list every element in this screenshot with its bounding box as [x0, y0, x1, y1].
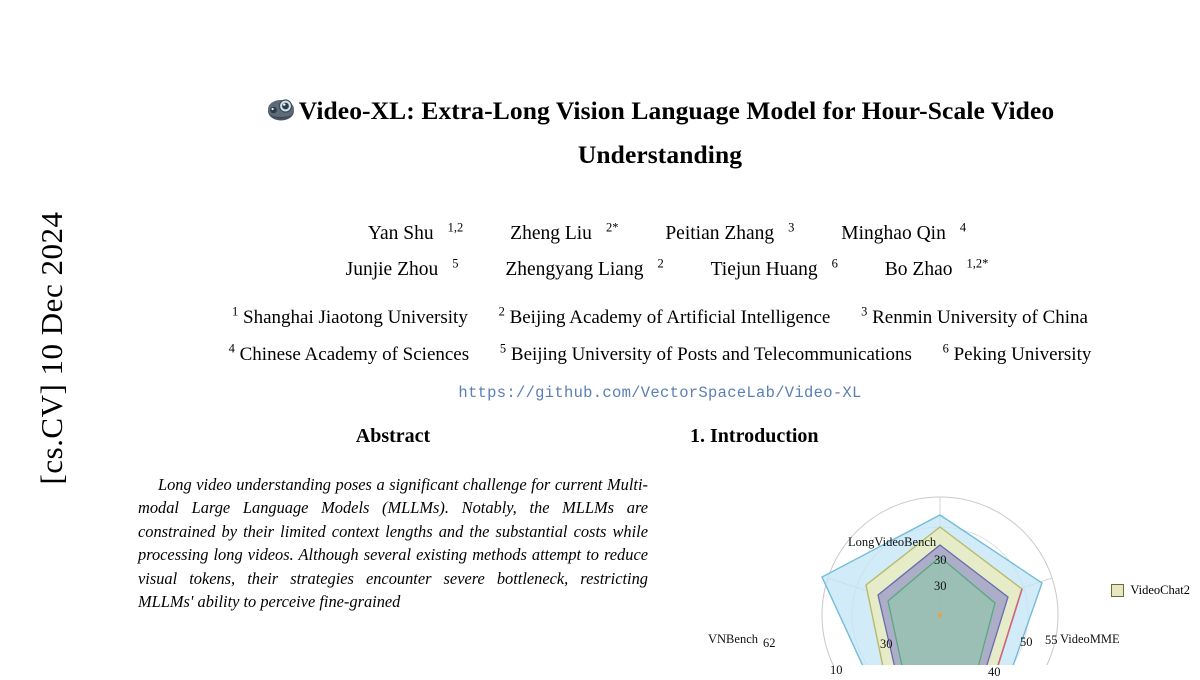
- radar-tick-label: 30: [934, 553, 947, 567]
- author: Tiejun Huang $^6$: [710, 256, 838, 280]
- affiliation-sup: 5: [499, 341, 507, 356]
- affiliation: $^1$ Shanghai Jiaotong University: [232, 305, 468, 329]
- two-column-body: [138, 425, 1200, 679]
- radar-tick-label: 55: [1045, 633, 1058, 647]
- author-sup: 2*: [605, 220, 619, 234]
- affiliation-sup: 1: [232, 305, 239, 319]
- abstract-text: Long video understanding poses a significant challenge for current Multi-modal Large Language Models (MLLMs). Notably, the MLLMs are constrained by their limited context lengths and the substantial costs while processing long videos. Although several existing methods attempt to reduce visual tokens, their strategies encounter severe bottleneck, restricting MLLMs' ability to perceive fine-grained: [138, 475, 648, 612]
- affiliation: $^4$ Chinese Academy of Sciences: [228, 341, 470, 365]
- author: Zheng Liu $^{2*}$: [510, 220, 619, 244]
- project-url-link[interactable]: https://github.com/VectorSpaceLab/Video-XL: [458, 383, 862, 402]
- author: Minghao Qin $^4$: [841, 220, 967, 244]
- affiliation-sup: 6: [942, 341, 949, 356]
- author-sup: 2: [657, 256, 664, 271]
- author-list: [120, 212, 1200, 285]
- introduction-heading: 1. Introduction: [690, 425, 819, 447]
- title-block: [120, 92, 1200, 174]
- paper-title-line-2: Understanding: [577, 140, 743, 169]
- author-sup: 6: [831, 256, 838, 271]
- radar-tick-label: 50: [1020, 635, 1033, 649]
- affiliation-sup: 4: [228, 341, 235, 356]
- radar-tick-label: 30: [880, 637, 893, 651]
- author: Peitian Zhang $^3$: [665, 220, 795, 244]
- affiliation-row-2: [120, 333, 1200, 369]
- affiliation: $^3$ Renmin University of China: [861, 305, 1088, 329]
- introduction-column: [690, 425, 1200, 679]
- chart-legend: [1111, 583, 1190, 601]
- radar-axis-label-videomme: VideoMME: [1060, 632, 1120, 646]
- radar-tick-label: 30: [934, 579, 947, 593]
- title-text-1: Video-XL: Extra-Long Vision Language Model for Hour-Scale Video: [298, 96, 1055, 125]
- affiliation-sup: 3: [861, 305, 868, 319]
- author: Bo Zhao $^{1,2*}$: [884, 256, 989, 280]
- radar-tick-label: 10: [830, 663, 843, 677]
- radar-tick-label: 62: [763, 636, 776, 650]
- abstract-heading: Abstract: [355, 425, 431, 447]
- affiliation-list: [120, 297, 1200, 370]
- affiliation: $^2$ Beijing Academy of Artificial Intelligence: [498, 305, 831, 329]
- legend-item: [1111, 583, 1190, 598]
- arxiv-stamp: [cs.CV] 10 Dec 2024: [34, 211, 69, 485]
- author-sup: 1,2*: [966, 256, 989, 271]
- author-sup: 3: [788, 220, 795, 234]
- affiliation: $^6$ Peking University: [942, 341, 1092, 365]
- author-row-1: [120, 212, 1200, 249]
- camera-robot-logo-icon: [266, 95, 296, 136]
- radar-tick-label: 40: [988, 665, 1001, 679]
- author: Yan Shu $^{1,2}$: [367, 220, 464, 244]
- legend-label: VideoChat2: [1130, 583, 1190, 597]
- paper-page: [120, 0, 1200, 679]
- author-sup: 1,2: [447, 220, 464, 234]
- affiliation-row-1: [120, 297, 1200, 333]
- radar-chart-figure: [690, 465, 1200, 679]
- radar-axis-label-longvideobench: LongVideoBench: [848, 535, 937, 549]
- affiliation-sup: 2: [498, 305, 505, 319]
- abstract-column: [138, 425, 648, 665]
- author-row-2: [120, 249, 1200, 286]
- radar-axis-label-vnbench: VNBench: [708, 632, 758, 646]
- paper-title-line-1: [180, 92, 1140, 136]
- author-sup: 4: [959, 220, 967, 234]
- author: Junjie Zhou $^5$: [345, 256, 459, 280]
- legend-swatch-icon: [1111, 584, 1124, 597]
- author-sup: 5: [452, 256, 459, 271]
- author: Zhengyang Liang $^2$: [505, 256, 664, 280]
- affiliation: $^5$ Beijing University of Posts and Telecommunications: [499, 341, 912, 365]
